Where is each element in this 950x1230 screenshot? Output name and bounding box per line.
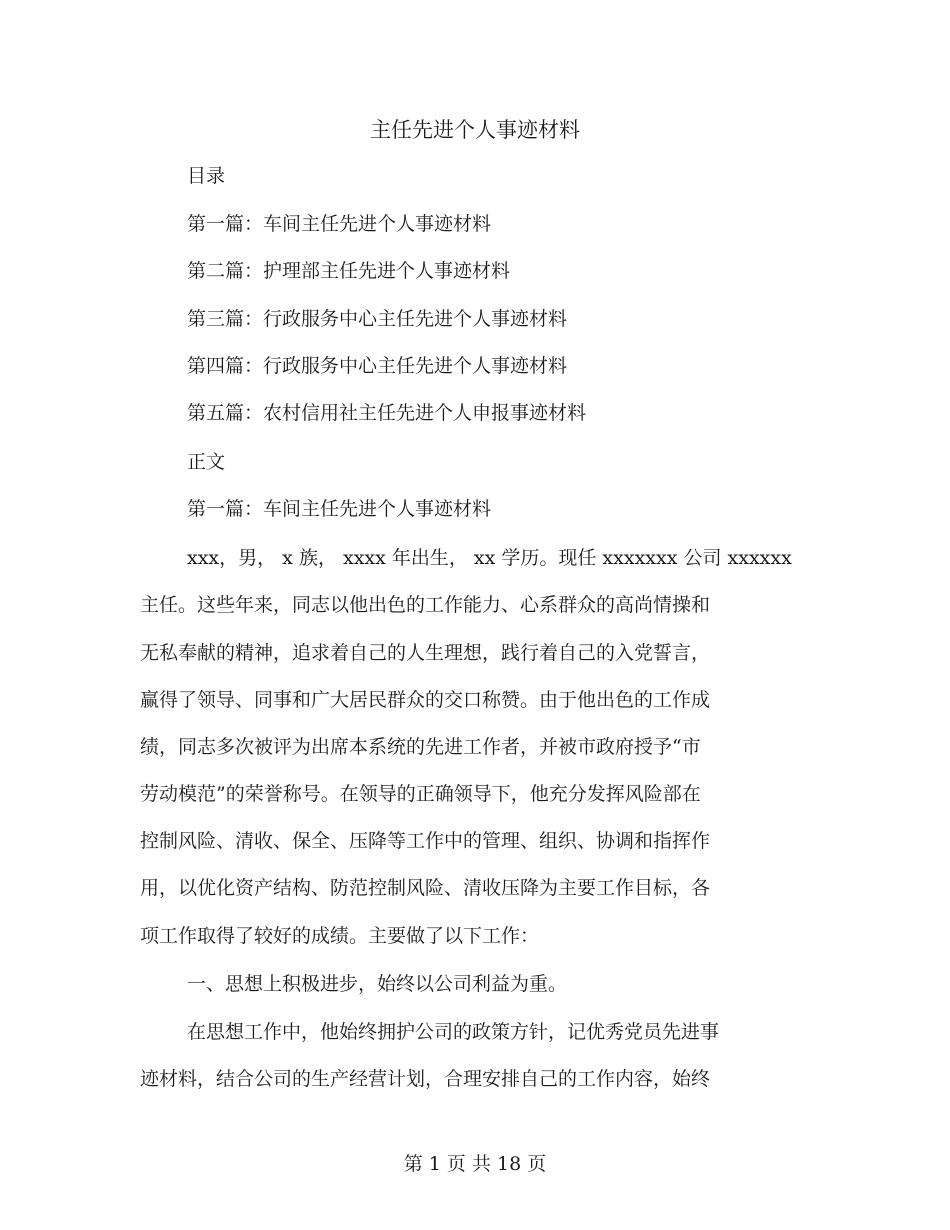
subheading: 一、思想上积极进步，始终以公司利益为重。 bbox=[187, 973, 568, 995]
paragraph-line: 在思想工作中，他始终拥护公司的政策方针，记优秀党员先进事 bbox=[187, 1021, 720, 1043]
paragraph-line: 劳动模范”的荣誉称号。在领导的正确领导下，他充分发挥风险部在 bbox=[140, 783, 701, 805]
toc-item-4: 第四篇：行政服务中心主任先进个人事迹材料 bbox=[187, 355, 568, 377]
paragraph-line: 项工作取得了较好的成绩。主要做了以下工作： bbox=[140, 925, 540, 947]
paragraph-line: 迹材料，结合公司的生产经营计划，合理安排自己的工作内容，始终 bbox=[140, 1068, 711, 1090]
toc-heading: 目录 bbox=[187, 165, 226, 187]
paragraph-line: 绩，同志多次被评为出席本系统的先进工作者，并被市政府授予“市 bbox=[140, 736, 701, 758]
paragraph-line: xxx，男， x 族， xxxx 年出生， xx 学历。现任 xxxxxxx 公司 xxxxxx bbox=[187, 547, 792, 569]
paragraph-line: 无私奉献的精神，追求着自己的人生理想，践行着自己的入党誓言， bbox=[140, 642, 711, 664]
paragraph-line: 用，以优化资产结构、防范控制风险、清收压降为主要工作目标，各 bbox=[140, 877, 711, 899]
document-title: 主任先进个人事迹材料 bbox=[370, 118, 580, 142]
paragraph-line: 赢得了领导、同事和广大居民群众的交口称赞。由于他出色的工作成 bbox=[140, 689, 711, 711]
toc-item-5: 第五篇：农村信用社主任先进个人申报事迹材料 bbox=[187, 402, 587, 424]
toc-item-3: 第三篇：行政服务中心主任先进个人事迹材料 bbox=[187, 308, 568, 330]
toc-item-1: 第一篇：车间主任先进个人事迹材料 bbox=[187, 213, 492, 235]
paragraph-line: 主任。这些年来，同志以他出色的工作能力、心系群众的高尚情操和 bbox=[140, 594, 711, 616]
body-heading: 正文 bbox=[187, 451, 226, 473]
paragraph-line: 控制风险、清收、保全、压降等工作中的管理、组织、协调和指挥作 bbox=[140, 830, 711, 852]
toc-item-2: 第二篇：护理部主任先进个人事迹材料 bbox=[187, 260, 511, 282]
section-title: 第一篇：车间主任先进个人事迹材料 bbox=[187, 498, 492, 520]
page-footer: 第 1 页 共 18 页 bbox=[403, 1153, 547, 1175]
